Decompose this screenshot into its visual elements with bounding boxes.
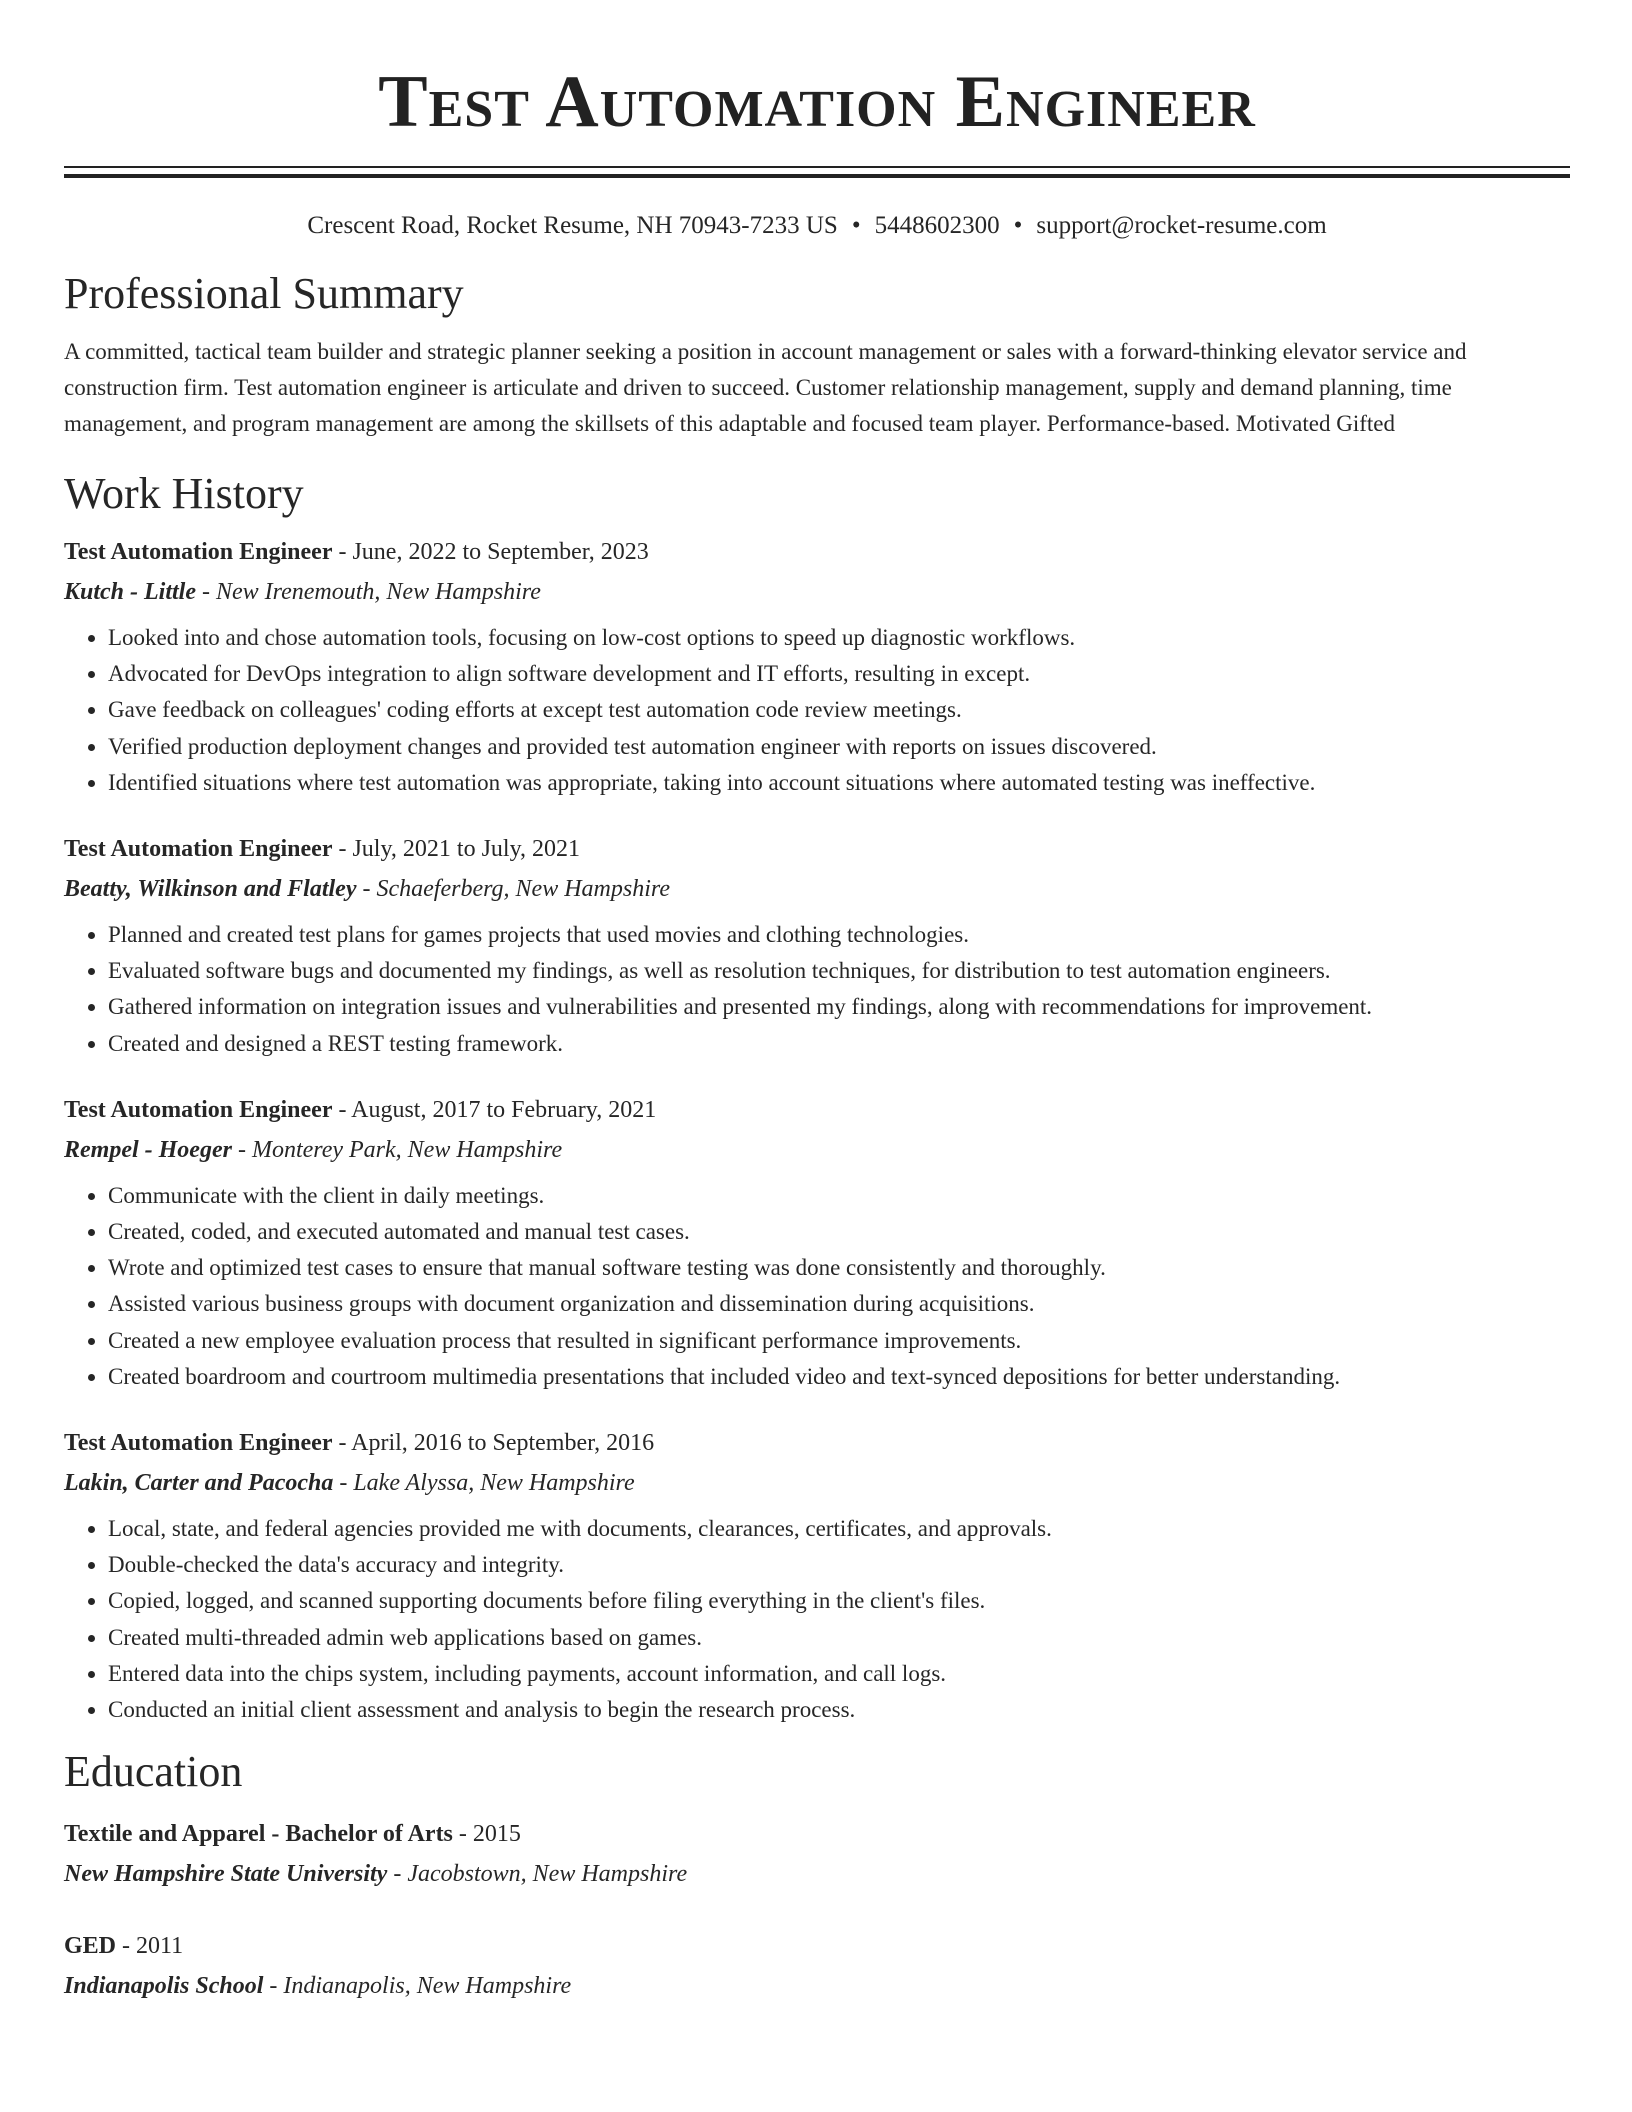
section-heading-summary: Professional Summary — [64, 269, 464, 318]
job-title: Test Automation Engineer — [64, 836, 333, 863]
job-company-line — [64, 572, 1570, 612]
job-company-line — [64, 869, 1570, 909]
job-location: - New Irenemouth, New Hampshire — [196, 579, 541, 605]
section-heading-work-history: Work History — [64, 469, 304, 518]
job-company-line — [64, 1463, 1570, 1503]
job-bullet: • Verified production deployment changes and provided test automation engineer with reports on issues discovered. — [108, 729, 1570, 765]
education-degree: Textile and Apparel - Bachelor of Arts — [64, 1821, 453, 1848]
education-degree-line — [64, 1814, 1570, 1854]
job-bullet: • Wrote and optimized test cases to ensure that manual software testing was done consistently and thoroughly. — [108, 1250, 1570, 1286]
education-school-line — [64, 1854, 1570, 1894]
job-bullet: • Gave feedback on colleagues' coding efforts at except test automation code review meetings. — [108, 692, 1570, 728]
job-bullet: • Local, state, and federal agencies provided me with documents, clearances, certificates, and approvals. — [108, 1511, 1570, 1547]
contact-separator: • — [851, 212, 861, 239]
summary-text: A committed, tactical team builder and strategic planner seeking a position in account management or sales with a forward-thinking elevator service and construction firm. Test automation engineer is articulate and driven to succeed. Customer relationship management, supply and demand planning, time management, and program management are among the skillsets of this adaptable and focused team player. Performance-based. Motivated Gifted — [64, 339, 1467, 436]
job-title: Test Automation Engineer — [64, 539, 333, 565]
education-degree: GED — [64, 1933, 117, 1960]
job-bullet: • Copied, logged, and scanned supporting documents before filing everything in the client's files. — [108, 1583, 1570, 1619]
job-entry — [64, 1090, 1570, 1395]
job-company: Rempel - Hoeger — [64, 1136, 232, 1163]
job-company-line — [64, 1130, 1570, 1170]
contact-address: Crescent Road, Rocket Resume, NH 70943-7233 US — [307, 212, 838, 239]
job-entry — [64, 829, 1570, 1062]
job-bullet: • Created multi-threaded admin web applications based on games. — [108, 1620, 1570, 1656]
job-dates: - August, 2017 to February, 2021 — [332, 1096, 657, 1123]
job-title-line — [64, 1423, 1570, 1463]
education-location: - Jacobstown, New Hampshire — [387, 1861, 688, 1888]
job-bullet: • Advocated for DevOps integration to align software development and IT efforts, resulting in except. — [108, 656, 1570, 692]
job-dates: - April, 2016 to September, 2016 — [332, 1430, 655, 1457]
resume-page — [64, 0, 1570, 2006]
job-bullet: • Double-checked the data's accuracy and integrity. — [108, 1547, 1570, 1583]
resume-title: Test Automation Engineer — [378, 61, 1256, 143]
job-title-line — [64, 829, 1570, 869]
job-bullet: • Conducted an initial client assessment and analysis to begin the research process. — [108, 1692, 1570, 1728]
job-bullet-list — [64, 1178, 1570, 1395]
job-company: Kutch - Little — [64, 579, 196, 605]
contact-separator: • — [1013, 212, 1023, 239]
job-entry — [64, 532, 1570, 801]
job-bullet-list — [64, 1511, 1570, 1728]
title-divider-thin — [64, 166, 1570, 168]
education-school: New Hampshire State University — [64, 1861, 388, 1888]
job-location: - Lake Alyssa, New Hampshire — [333, 1470, 635, 1497]
education-school-line — [64, 1966, 1570, 2006]
title-divider-thick — [64, 174, 1570, 178]
job-dates: - July, 2021 to July, 2021 — [332, 836, 581, 863]
job-title-line — [64, 1090, 1570, 1130]
job-bullet: • Identified situations where test automation was appropriate, taking into account situations where automated testing was ineffective. — [108, 765, 1570, 801]
job-title: Test Automation Engineer — [64, 1096, 333, 1123]
job-bullet: • Entered data into the chips system, including payments, account information, and call logs. — [108, 1656, 1570, 1692]
job-company: Lakin, Carter and Pacocha — [64, 1470, 334, 1497]
contact-line — [64, 208, 1570, 244]
job-bullet: • Evaluated software bugs and documented my findings, as well as resolution techniques, for distribution to test automation engineers. — [108, 953, 1570, 989]
education-location: - Indianapolis, New Hampshire — [263, 1973, 572, 2000]
education-entry — [64, 1926, 1570, 2006]
job-company: Beatty, Wilkinson and Flatley — [64, 876, 357, 903]
contact-phone: 5448602300 — [874, 212, 1000, 239]
job-bullet: • Created a new employee evaluation process that resulted in significant performance improvements. — [108, 1323, 1570, 1359]
job-title: Test Automation Engineer — [64, 1430, 333, 1457]
education-school: Indianapolis School — [64, 1973, 264, 2000]
job-title-line — [64, 532, 1570, 572]
job-bullet: • Assisted various business groups with document organization and dissemination during acquisitions. — [108, 1286, 1570, 1322]
job-bullet: • Created boardroom and courtroom multimedia presentations that included video and text-synced depositions for better understanding. — [108, 1359, 1570, 1395]
job-dates: - June, 2022 to September, 2023 — [332, 539, 649, 565]
job-entry — [64, 1423, 1570, 1728]
job-bullet: • Communicate with the client in daily meetings. — [108, 1178, 1570, 1214]
contact-email: support@rocket-resume.com — [1036, 212, 1327, 239]
job-location: - Schaeferberg, New Hampshire — [356, 876, 670, 903]
section-heading-education: Education — [64, 1747, 243, 1797]
education-degree-line — [64, 1926, 1570, 1966]
education-year: - 2011 — [116, 1933, 184, 1960]
job-bullet-list — [64, 620, 1570, 801]
job-bullet: • Gathered information on integration issues and vulnerabilities and presented my findings, along with recommendations for improvement. — [108, 989, 1570, 1025]
job-bullet-list — [64, 917, 1570, 1062]
job-bullet: • Created, coded, and executed automated and manual test cases. — [108, 1214, 1570, 1250]
job-bullet: • Looked into and chose automation tools, focusing on low-cost options to speed up diagnostic workflows. — [108, 620, 1570, 656]
job-location: - Monterey Park, New Hampshire — [231, 1136, 563, 1163]
education-year: - 2015 — [452, 1821, 521, 1848]
education-entry — [64, 1814, 1570, 1894]
job-bullet: • Created and designed a REST testing framework. — [108, 1026, 1570, 1062]
job-bullet: • Planned and created test plans for games projects that used movies and clothing technologies. — [108, 917, 1570, 953]
